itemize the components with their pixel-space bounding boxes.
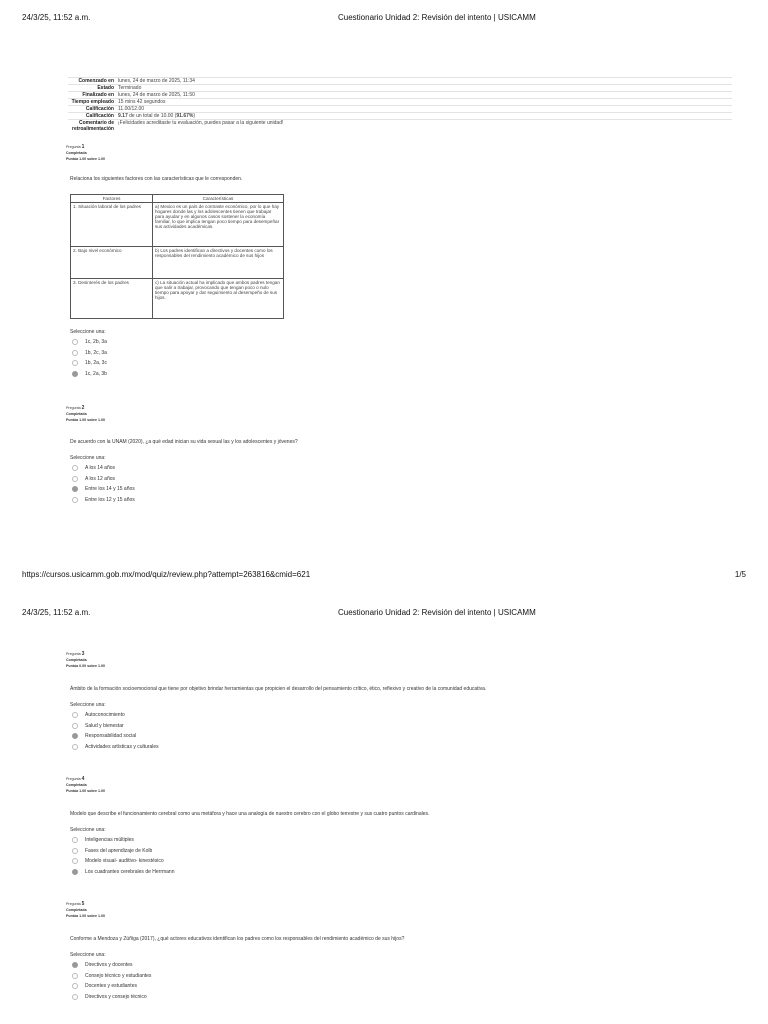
question-score: Puntúa 0.00 sobre 1.00 — [66, 664, 105, 668]
answer-option[interactable]: Los cuadrantes cerebrales de Herrmann — [72, 867, 732, 878]
question-number: 2 — [81, 405, 85, 411]
question-status: Completada — [66, 658, 87, 662]
answer-options — [66, 463, 732, 505]
radio-button[interactable] — [72, 744, 78, 750]
question-text: Conforme a Mendoza y Zúñiga (2017), ¿qué actores educativos identifican los padres como los responsables del rendimiento académico de sus hijos? — [70, 936, 405, 942]
question-number: 1 — [81, 144, 85, 150]
table-row: 1. Situación laboral de los padres a) Mexico es un país de contraste económico, por lo que hay hogares donde las y los adolescentes tienen que trabajar para ayudar y en algunos casos sostener la economía familiar, lo que implica tengan poco tiempo para desempeñar sus actividades académicas. — [71, 203, 284, 247]
answer-option[interactable]: Modelo visual- auditivo- kinestésico — [72, 856, 732, 867]
question-5 — [66, 901, 732, 1002]
print-timestamp: 24/3/25, 11:52 a.m. — [22, 608, 91, 617]
answer-option[interactable]: Inteligencias múltiples — [72, 835, 732, 846]
question-info: Pregunta 5 Completada Puntúa 1.00 sobre 1.00 — [66, 901, 732, 919]
print-title: Cuestionario Unidad 2: Revisión del intento | USICAMM — [338, 608, 536, 617]
answer-option[interactable]: Actividades artísticas y culturales — [72, 742, 732, 753]
radio-button[interactable] — [72, 712, 78, 718]
answer-option[interactable]: 1c, 2a, 3b — [72, 369, 732, 380]
select-one-label: Seleccione una: — [70, 952, 106, 958]
radio-button-selected[interactable] — [72, 486, 78, 492]
radio-button-selected[interactable] — [72, 962, 78, 968]
radio-button-selected[interactable] — [72, 371, 78, 377]
table-row: 2. Bajo nivel económico b) Los padres identifican a directivos y docentes como los responsables del rendimiento académico de sus hijos — [71, 247, 284, 279]
radio-button[interactable] — [72, 339, 78, 345]
answer-option[interactable]: A los 12 años — [72, 474, 732, 485]
grade-value: 9.17 — [118, 113, 128, 119]
summary-row: Comentario de retroalimentación ¡Felicidades acreditaste tu evaluación, puedes pasar a la siguiente unidad! — [68, 120, 732, 133]
question-1 — [66, 144, 732, 379]
question-score: Puntúa 1.00 sobre 1.00 — [66, 418, 105, 422]
page-number: 1/5 — [734, 570, 746, 579]
question-number: 3 — [81, 651, 85, 657]
answer-option[interactable]: 1b, 2c, 3a — [72, 348, 732, 359]
question-2 — [66, 405, 732, 505]
summary-row: Estado Terminado — [68, 85, 732, 92]
question-info: Pregunta 3 Completada Puntúa 0.00 sobre 1.00 — [66, 651, 732, 669]
summary-row: Comenzado en lunes, 24 de marzo de 2025, 11:34 — [68, 78, 732, 85]
answer-option[interactable]: Responsabilidad social — [72, 731, 732, 742]
question-4 — [66, 776, 732, 877]
radio-button[interactable] — [72, 983, 78, 989]
question-number: 5 — [81, 901, 85, 907]
summary-row: Calificación 11.00/12.00 — [68, 106, 732, 113]
radio-button[interactable] — [72, 858, 78, 864]
question-status: Completada — [66, 412, 87, 416]
table-row: 3. Desinterés de los padres c) La situación actual ha implicado que ambos padres tengan que salir a trabajar, provocando que tengan poco o nulo tiempo para apoyar y dar seguimiento al desempeño de sus hijos. — [71, 279, 284, 319]
question-text: De acuerdo con la UNAM (2020), ¿a qué edad inician su vida sexual las y los adolescentes y jóvenes? — [70, 439, 298, 445]
answer-option[interactable]: 1b, 2a, 3c — [72, 358, 732, 369]
grade-percent: 91.67% — [176, 113, 194, 119]
question-number: 4 — [81, 776, 85, 782]
answer-option[interactable]: Salud y bienestar — [72, 721, 732, 732]
answer-option[interactable]: 1c, 2b, 3a — [72, 337, 732, 348]
answer-option[interactable]: Directivos y docentes — [72, 960, 732, 971]
question-info: Pregunta 1 Completada Puntúa 1.00 sobre 1.00 — [66, 144, 732, 162]
question-score: Puntúa 1.00 sobre 1.00 — [66, 914, 105, 918]
question-info: Pregunta 4 Completada Puntúa 1.00 sobre 1.00 — [66, 776, 732, 794]
radio-button[interactable] — [72, 497, 78, 503]
answer-options — [66, 710, 732, 752]
radio-button[interactable] — [72, 973, 78, 979]
question-text: Ámbito de la formación socioemocional que tiene por objetivo brindar herramientas que propicien el desarrollo del pensamiento crítico, ético, reflexivo y creativo de la comunidad educativa. — [70, 686, 487, 692]
print-timestamp: 24/3/25, 11:52 a.m. — [22, 13, 91, 22]
radio-button-selected[interactable] — [72, 869, 78, 875]
answer-option[interactable]: A los 14 años — [72, 463, 732, 474]
radio-button[interactable] — [72, 848, 78, 854]
radio-button[interactable] — [72, 994, 78, 1000]
summary-row: Calificación 9.17 de un total de 10.00 (91.67%) — [68, 113, 732, 120]
radio-button-selected[interactable] — [72, 733, 78, 739]
radio-button[interactable] — [72, 476, 78, 482]
page-url: https://cursos.usicamm.gob.mx/mod/quiz/review.php?attempt=263816&cmid=621 — [22, 570, 311, 579]
matching-table: Factores Características 1. Situación laboral de los padres a) Mexico es un país de contraste económico, por lo que hay hogares donde las y los adolescentes tienen que trabajar para ayudar y en algunos casos sostener la economía familiar, lo que implica tengan poco tiempo para desempeñar sus actividades académicas. 2. Bajo nivel económico b) Los padres identifican a directivos y docentes como los responsables del rendimiento académico de sus hijos 3. Desinterés de los padres c) La situación actual ha implicado que ambos padres tengan que salir a trabajar, provocando que tengan poco o nulo tiempo para apoyar y dar seguimiento al desempeño de sus hijos. — [70, 194, 284, 319]
radio-button[interactable] — [72, 360, 78, 366]
answer-option[interactable]: Docentes y estudiantes — [72, 981, 732, 992]
answer-options — [66, 960, 732, 1002]
question-info: Pregunta 2 Completada Puntúa 1.00 sobre 1.00 — [66, 405, 732, 423]
select-one-label: Seleccione una: — [70, 827, 106, 833]
answer-options — [66, 337, 732, 379]
question-text: Modelo que describe el funcionamiento cerebral como una metáfora y hace una analogía de nuestro cerebro con el globo terrestre y sus cuatro puntos cardinales. — [70, 811, 430, 817]
question-status: Completada — [66, 783, 87, 787]
select-one-label: Seleccione una: — [70, 329, 106, 335]
answer-option[interactable]: Entre los 14 y 15 años — [72, 484, 732, 495]
question-status: Completada — [66, 151, 87, 155]
answer-option[interactable]: Fases del aprendizaje de Kolb — [72, 846, 732, 857]
print-title: Cuestionario Unidad 2: Revisión del intento | USICAMM — [338, 13, 536, 22]
radio-button[interactable] — [72, 350, 78, 356]
question-text: Relaciona los siguientes factores con las características que le corresponden. — [70, 176, 243, 182]
select-one-label: Seleccione una: — [70, 702, 106, 708]
answer-option[interactable]: Autoconocimiento — [72, 710, 732, 721]
answer-option[interactable]: Directivos y consejo técnico — [72, 992, 732, 1003]
radio-button[interactable] — [72, 837, 78, 843]
question-status: Completada — [66, 908, 87, 912]
select-one-label: Seleccione una: — [70, 455, 106, 461]
radio-button[interactable] — [72, 465, 78, 471]
question-score: Puntúa 1.00 sobre 1.00 — [66, 789, 105, 793]
answer-options — [66, 835, 732, 877]
answer-option[interactable]: Entre los 12 y 15 años — [72, 495, 732, 506]
summary-row: Tiempo empleado 15 mins 42 segundos — [68, 99, 732, 106]
answer-option[interactable]: Consejo técnico y estudiantes — [72, 971, 732, 982]
question-score: Puntúa 1.00 sobre 1.00 — [66, 157, 105, 161]
question-3 — [66, 651, 732, 752]
radio-button[interactable] — [72, 723, 78, 729]
attempt-summary-table — [68, 77, 732, 132]
summary-row: Finalizado en lunes, 24 de marzo de 2025, 11:50 — [68, 92, 732, 99]
